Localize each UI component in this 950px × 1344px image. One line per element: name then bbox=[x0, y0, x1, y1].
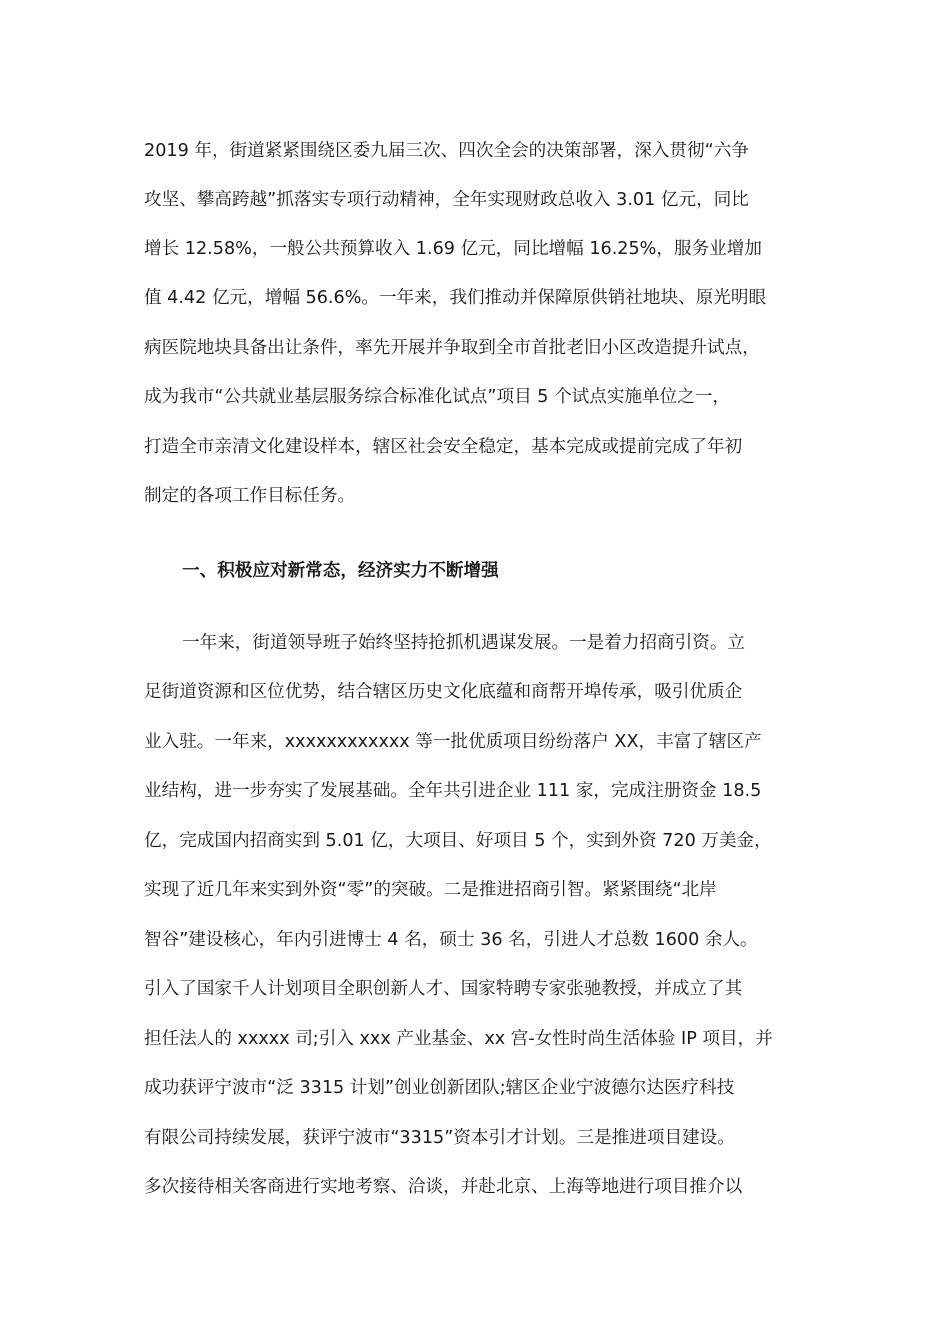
paragraph-line: 打造全市亲清文化建设样本，辖区社会安全稳定，基本完成或提前完成了年初 bbox=[144, 437, 743, 457]
paragraph-line: 多次接待相关客商进行实地考察、洽谈，并赴北京、上海等地进行项目推介以 bbox=[144, 1177, 743, 1197]
paragraph-line: 实现了近几年来实到外资“零”的突破。二是推进招商引智。紧紧围绕“北岸 bbox=[144, 880, 717, 900]
paragraph-line: 引入了国家千人计划项目全职创新人才、国家特聘专家张驰教授，并成立了其 bbox=[144, 979, 743, 999]
paragraph-line: 成功获评宁波市“泛 3315 计划”创业创新团队;辖区企业宁波德尔达医疗科技 bbox=[144, 1078, 735, 1098]
paragraph-line: 业结构，进一步夯实了发展基础。全年共引进企业 111 家，完成注册资金 18.5 bbox=[144, 781, 762, 801]
paragraph-line: 攻坚、攀高跨越”抓落实专项行动精神，全年实现财政总收入 3.01 亿元，同比 bbox=[144, 190, 749, 210]
section-heading: 一、积极应对新常态，经济实力不断增强 bbox=[182, 561, 499, 581]
paragraph-line: 一年来，街道领导班子始终坚持抢抓机遇谋发展。一是着力招商引资。立 bbox=[182, 633, 746, 653]
paragraph-line: 业入驻。一年来，xxxxxxxxxxxx 等一批优质项目纷纷落户 XX，丰富了辖区产 bbox=[144, 732, 762, 752]
paragraph-line: 制定的各项工作目标任务。 bbox=[144, 486, 356, 506]
paragraph-line: 成为我市“公共就业基层服务综合标准化试点”项目 5 个试点实施单位之一， bbox=[144, 387, 731, 407]
paragraph-line: 智谷”建设核心，年内引进博士 4 名，硕士 36 名，引进人才总数 1600 余人。 bbox=[144, 930, 758, 950]
paragraph-line: 足街道资源和区位优势，结合辖区历史文化底蕴和商帮开埠传承，吸引优质企 bbox=[144, 682, 743, 702]
paragraph-line: 病医院地块具备出让条件，率先开展并争取到全市首批老旧小区改造提升试点， bbox=[144, 338, 760, 358]
paragraph-line: 值 4.42 亿元，增幅 56.6%。一年来，我们推动并保障原供销社地块、原光明眼 bbox=[144, 288, 767, 308]
paragraph-line: 有限公司持续发展，获评宁波市“3315”资本引才计划。三是推进项目建设。 bbox=[144, 1128, 735, 1148]
paragraph-line: 2019 年，街道紧紧围绕区委九届三次、四次全会的决策部署，深入贯彻“六争 bbox=[144, 141, 749, 161]
paragraph-line: 增长 12.58%，一般公共预算收入 1.69 亿元，同比增幅 16.25%，服务业增加 bbox=[144, 239, 762, 259]
paragraph-line: 担任法人的 xxxxx 司;引入 xxx 产业基金、xx 宫-女性时尚生活体验 IP 项目，并 bbox=[144, 1029, 773, 1049]
paragraph-line: 亿，完成国内招商实到 5.01 亿，大项目、好项目 5 个，实到外资 720 万美金， bbox=[144, 831, 772, 851]
